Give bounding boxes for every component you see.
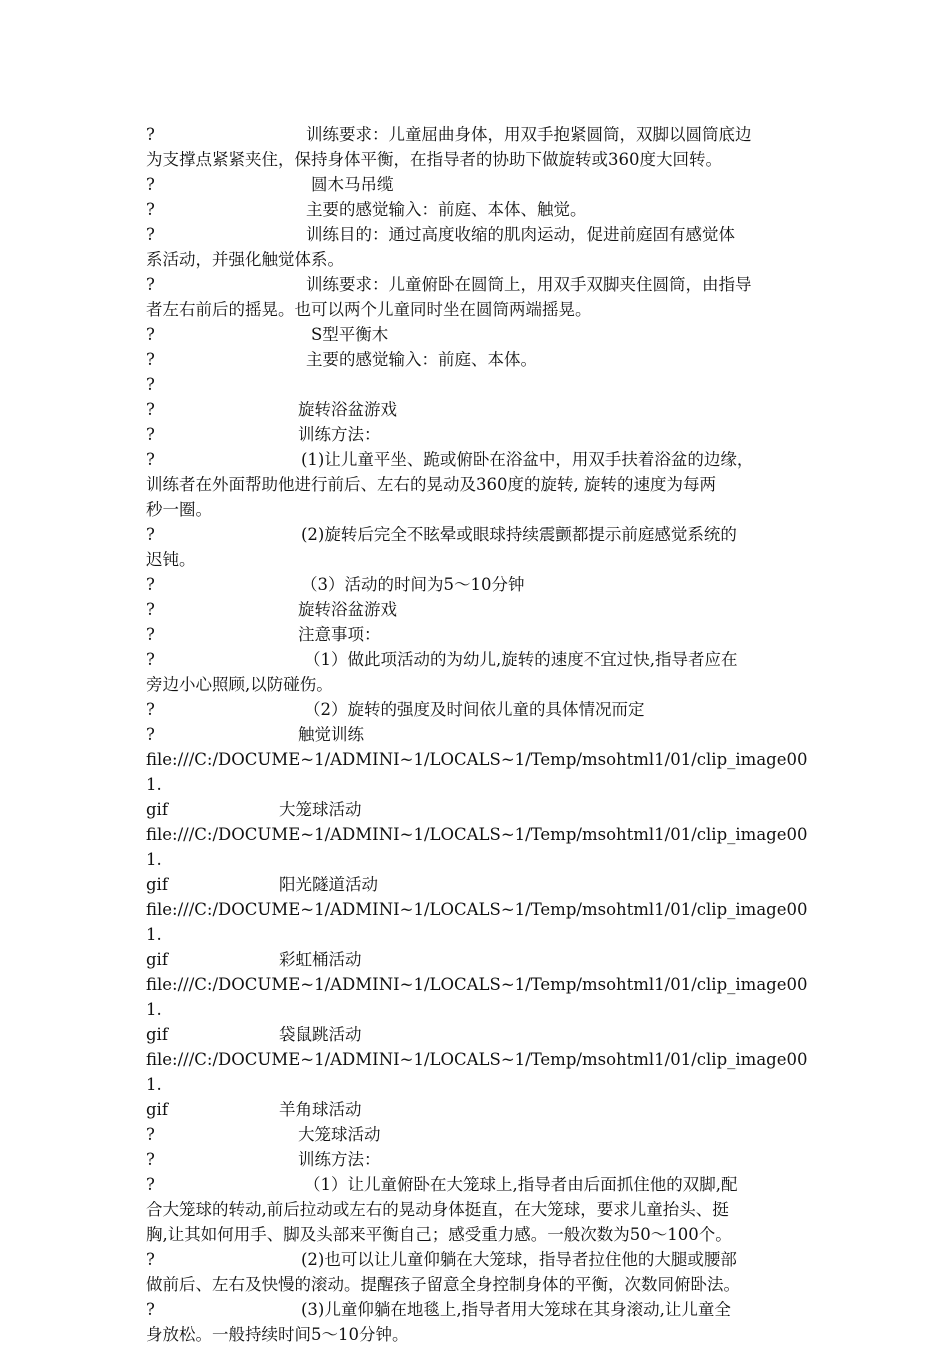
image-path-text: file:///C:/DOCUME~1/ADMINI~1/LOCALS~1/Temp/msohtml1/01/clip_image001.: [146, 900, 808, 944]
line-text: 主要的感觉输入：前庭、本体、触觉。: [306, 200, 587, 219]
bullet-marker: ?: [146, 350, 155, 369]
text-line: [146, 497, 810, 522]
line-text: 大笼球活动: [298, 1125, 381, 1144]
image-path-line: [146, 897, 810, 947]
image-path-text: file:///C:/DOCUME~1/ADMINI~1/LOCALS~1/Temp/msohtml1/01/clip_image001.: [146, 1050, 808, 1094]
text-line: [146, 1297, 810, 1322]
image-ext-text: gif: [146, 1100, 168, 1119]
bullet-marker: ?: [146, 1150, 155, 1169]
image-ext-text: gif: [146, 875, 168, 894]
line-text: (2)也可以让儿童仰躺在大笼球，指导者拉住他的大腿或腰部: [301, 1250, 737, 1269]
line-text: 者左右前后的摇晃。也可以两个儿童同时坐在圆筒两端摇晃。: [146, 300, 592, 319]
bullet-marker: ?: [146, 275, 155, 294]
image-link-list: [146, 747, 810, 1122]
bullet-marker: ?: [146, 625, 155, 644]
activity-caption: 阳光隧道活动: [279, 875, 378, 894]
image-path-line: [146, 972, 810, 1022]
image-ext-text: gif: [146, 1025, 168, 1044]
text-line: [146, 447, 810, 472]
image-caption-line: [146, 797, 810, 822]
image-caption-line: [146, 1097, 810, 1122]
line-text: 身放松。一般持续时间5～10分钟。: [146, 1325, 409, 1344]
line-text: 主要的感觉输入：前庭、本体。: [306, 350, 537, 369]
line-text: (3)儿童仰躺在地毯上,指导者用大笼球在其身滚动,让儿童全: [301, 1300, 731, 1319]
image-caption-line: [146, 872, 810, 897]
image-path-text: file:///C:/DOCUME~1/ADMINI~1/LOCALS~1/Temp/msohtml1/01/clip_image001.: [146, 975, 808, 1019]
text-line: [146, 347, 810, 372]
text-block-1: [146, 122, 810, 747]
image-caption-line: [146, 1022, 810, 1047]
line-text: 训练者在外面帮助他进行前后、左右的晃动及360度的旋转, 旋转的速度为每两: [146, 475, 716, 494]
image-path-text: file:///C:/DOCUME~1/ADMINI~1/LOCALS~1/Temp/msohtml1/01/clip_image001.: [146, 750, 808, 794]
image-caption-line: [146, 947, 810, 972]
line-text: 秒一圈。: [146, 500, 212, 519]
text-line: [146, 297, 810, 322]
document-page: [146, 122, 810, 1347]
bullet-marker: ?: [146, 1300, 155, 1319]
text-line: [146, 222, 810, 247]
bullet-marker: ?: [146, 200, 155, 219]
line-text: 旋转浴盆游戏: [298, 400, 397, 419]
bullet-marker: ?: [146, 1125, 155, 1144]
text-line: [146, 722, 810, 747]
line-text: 训练要求：儿童俯卧在圆筒上，用双手双脚夹住圆筒，由指导: [306, 275, 752, 294]
line-text: S型平衡木: [311, 325, 389, 344]
text-line: [146, 1172, 810, 1197]
text-line: [146, 522, 810, 547]
text-line: [146, 247, 810, 272]
line-text: (1)让儿童平坐、跪或俯卧在浴盆中，用双手扶着浴盆的边缘，: [301, 450, 754, 469]
text-line: [146, 197, 810, 222]
line-text: 胸,让其如何用手、脚及头部来平衡自己；感受重力感。一般次数为50～100个。: [146, 1225, 732, 1244]
line-text: 注意事项：: [298, 625, 381, 644]
bullet-marker: ?: [146, 375, 155, 394]
text-line: [146, 647, 810, 672]
bullet-marker: ?: [146, 700, 155, 719]
activity-caption: 袋鼠跳活动: [279, 1025, 362, 1044]
activity-caption: 彩虹桶活动: [279, 950, 362, 969]
line-text: 旋转浴盆游戏: [298, 600, 397, 619]
line-text: 训练方法：: [298, 1150, 381, 1169]
text-line: [146, 672, 810, 697]
line-text: 迟钝。: [146, 550, 196, 569]
activity-caption: 羊角球活动: [279, 1100, 362, 1119]
line-text: 圆木马吊缆: [311, 175, 394, 194]
image-path-text: file:///C:/DOCUME~1/ADMINI~1/LOCALS~1/Temp/msohtml1/01/clip_image001.: [146, 825, 808, 869]
line-text: （1）让儿童俯卧在大笼球上,指导者由后面抓住他的双脚,配: [304, 1175, 738, 1194]
image-ext-text: gif: [146, 950, 168, 969]
text-line: [146, 572, 810, 597]
bullet-marker: ?: [146, 525, 155, 544]
line-text: （3）活动的时间为5～10分钟: [301, 575, 525, 594]
text-line: [146, 1122, 810, 1147]
bullet-marker: ?: [146, 575, 155, 594]
text-line: [146, 622, 810, 647]
bullet-marker: ?: [146, 600, 155, 619]
text-line: [146, 147, 810, 172]
text-line: [146, 422, 810, 447]
line-text: (2)旋转后完全不眩晕或眼球持续震颤都提示前庭感觉系统的: [301, 525, 737, 544]
bullet-marker: ?: [146, 1175, 155, 1194]
text-line: [146, 322, 810, 347]
line-text: 合大笼球的转动,前后拉动或左右的晃动身体挺直，在大笼球，要求儿童抬头、挺: [146, 1200, 729, 1219]
text-block-2: [146, 1122, 810, 1347]
text-line: [146, 1272, 810, 1297]
image-path-line: [146, 747, 810, 797]
text-line: [146, 697, 810, 722]
bullet-marker: ?: [146, 125, 155, 144]
bullet-marker: ?: [146, 725, 155, 744]
text-line: [146, 472, 810, 497]
line-text: 触觉训练: [298, 725, 364, 744]
line-text: 训练要求：儿童屈曲身体，用双手抱紧圆筒，双脚以圆筒底边: [306, 125, 752, 144]
line-text: 旁边小心照顾,以防碰伤。: [146, 675, 333, 694]
text-line: [146, 1322, 810, 1347]
bullet-marker: ?: [146, 1250, 155, 1269]
line-text: 系活动，并强化触觉体系。: [146, 250, 344, 269]
image-path-line: [146, 1047, 810, 1097]
text-line: [146, 397, 810, 422]
text-line: [146, 1197, 810, 1222]
bullet-marker: ?: [146, 450, 155, 469]
line-text: 做前后、左右及快慢的滚动。提醒孩子留意全身控制身体的平衡，次数同俯卧法。: [146, 1275, 740, 1294]
bullet-marker: ?: [146, 425, 155, 444]
line-text: 训练方法：: [298, 425, 381, 444]
bullet-marker: ?: [146, 175, 155, 194]
text-line: [146, 1222, 810, 1247]
bullet-marker: ?: [146, 650, 155, 669]
line-text: （1）做此项活动的为幼儿,旋转的速度不宜过快,指导者应在: [304, 650, 738, 669]
image-path-line: [146, 822, 810, 872]
line-text: （2）旋转的强度及时间依儿童的具体情况而定: [304, 700, 645, 719]
text-line: [146, 272, 810, 297]
text-line: [146, 122, 810, 147]
text-line: [146, 547, 810, 572]
text-line: [146, 1247, 810, 1272]
text-line: [146, 372, 810, 397]
text-line: [146, 172, 810, 197]
line-text: 训练目的：通过高度收缩的肌肉运动，促进前庭固有感觉体: [306, 225, 735, 244]
image-ext-text: gif: [146, 800, 168, 819]
activity-caption: 大笼球活动: [279, 800, 362, 819]
text-line: [146, 597, 810, 622]
bullet-marker: ?: [146, 225, 155, 244]
text-line: [146, 1147, 810, 1172]
bullet-marker: ?: [146, 325, 155, 344]
bullet-marker: ?: [146, 400, 155, 419]
line-text: 为支撑点紧紧夹住，保持身体平衡，在指导者的协助下做旋转或360度大回转。: [146, 150, 722, 169]
